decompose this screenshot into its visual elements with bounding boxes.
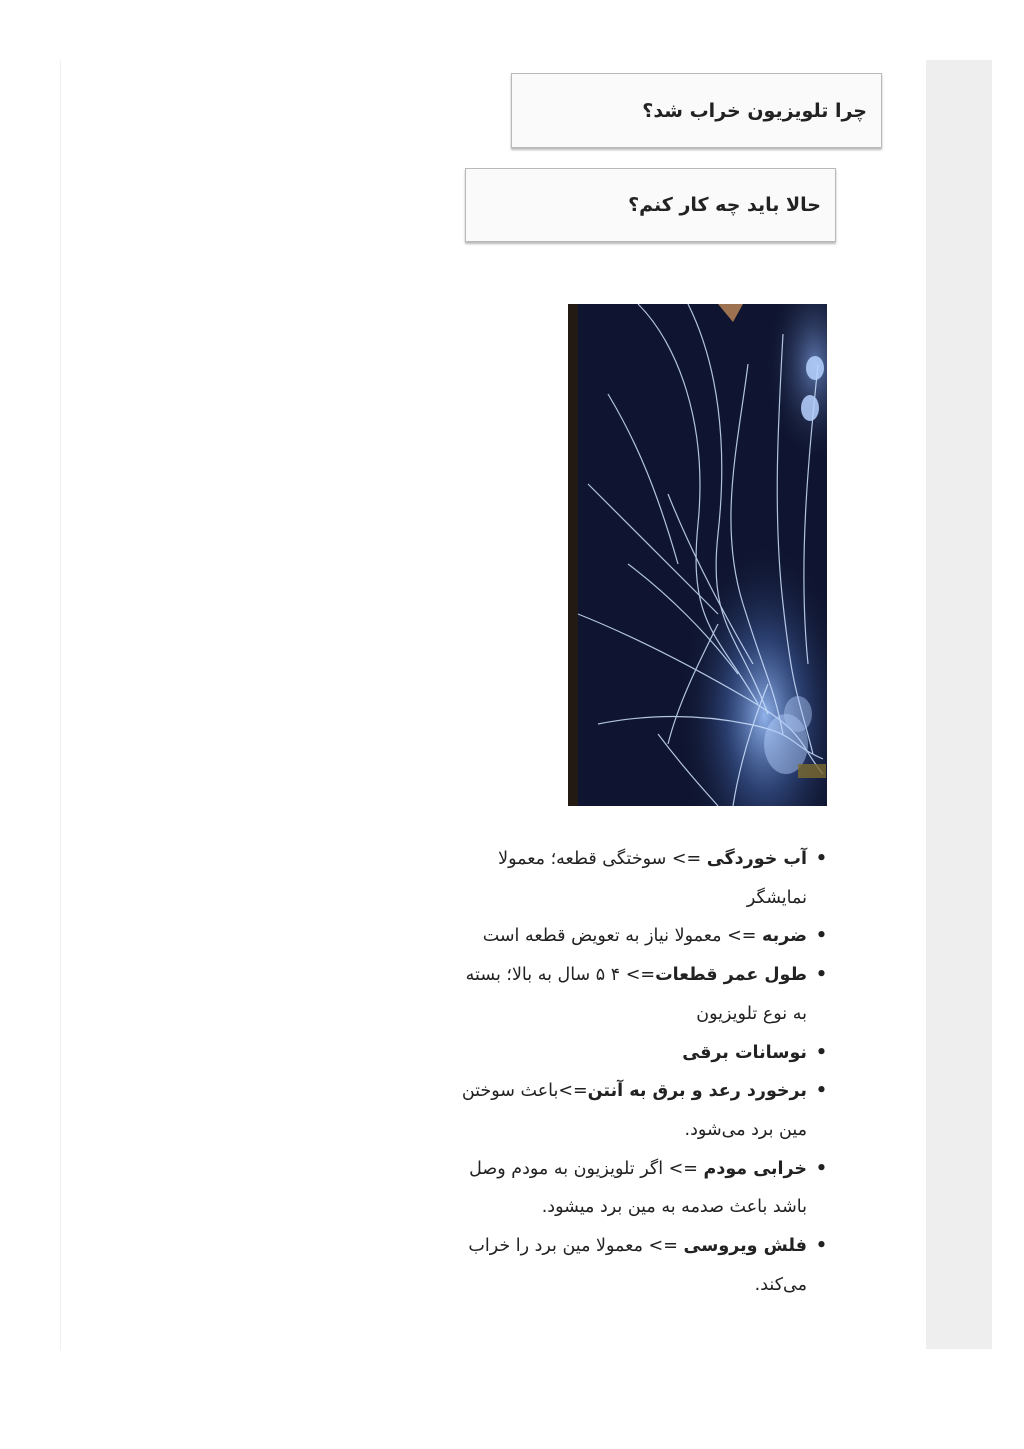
content-left-border <box>60 60 61 1350</box>
heading-text: چرا تلویزیون خراب شد؟ <box>642 99 867 122</box>
sidebar-panel <box>926 60 992 1349</box>
list-item <box>450 1150 829 1227</box>
list-item <box>450 1072 829 1149</box>
heading-what-to-do[interactable] <box>465 168 836 242</box>
list-item <box>450 1034 829 1073</box>
causes-list <box>450 840 829 1304</box>
list-item <box>450 840 829 917</box>
cause-text: => سوختگی قطعه؛ معمولا نمایشگر <box>498 849 807 908</box>
cause-title: برخورد رعد و برق به آنتن <box>587 1081 807 1102</box>
cause-text: => ۴ ۵ سال به بالا؛ بسته به نوع تلویزیون <box>465 965 807 1024</box>
cause-title: ضربه <box>762 926 807 947</box>
cause-text: =>باعث سوختن مین برد می‌شود. <box>461 1081 807 1140</box>
cause-text: => معمولا مین برد را خراب می‌کند. <box>468 1236 807 1295</box>
broken-tv-photo <box>568 304 827 806</box>
cause-title: طول عمر قطعات <box>655 965 807 986</box>
list-item <box>450 956 829 1033</box>
cause-text: => اگر تلویزیون به مودم وصل باشد باعث صدمه به مین برد میشود. <box>469 1158 807 1218</box>
list-item <box>450 917 829 956</box>
heading-why-tv-broke[interactable] <box>511 73 882 148</box>
cause-title: آب خوردگی <box>706 849 807 869</box>
list-item <box>450 1227 829 1304</box>
cause-title: نوسانات برقی <box>682 1042 807 1063</box>
cracked-screen-image <box>568 304 827 806</box>
cause-title: خرابی مودم <box>703 1158 807 1179</box>
cause-title: فلش ویروسی <box>683 1236 807 1257</box>
cause-text: => معمولا نیاز به تعویض قطعه است <box>482 926 763 947</box>
heading-text: حالا باید چه کار کنم؟ <box>628 194 821 216</box>
